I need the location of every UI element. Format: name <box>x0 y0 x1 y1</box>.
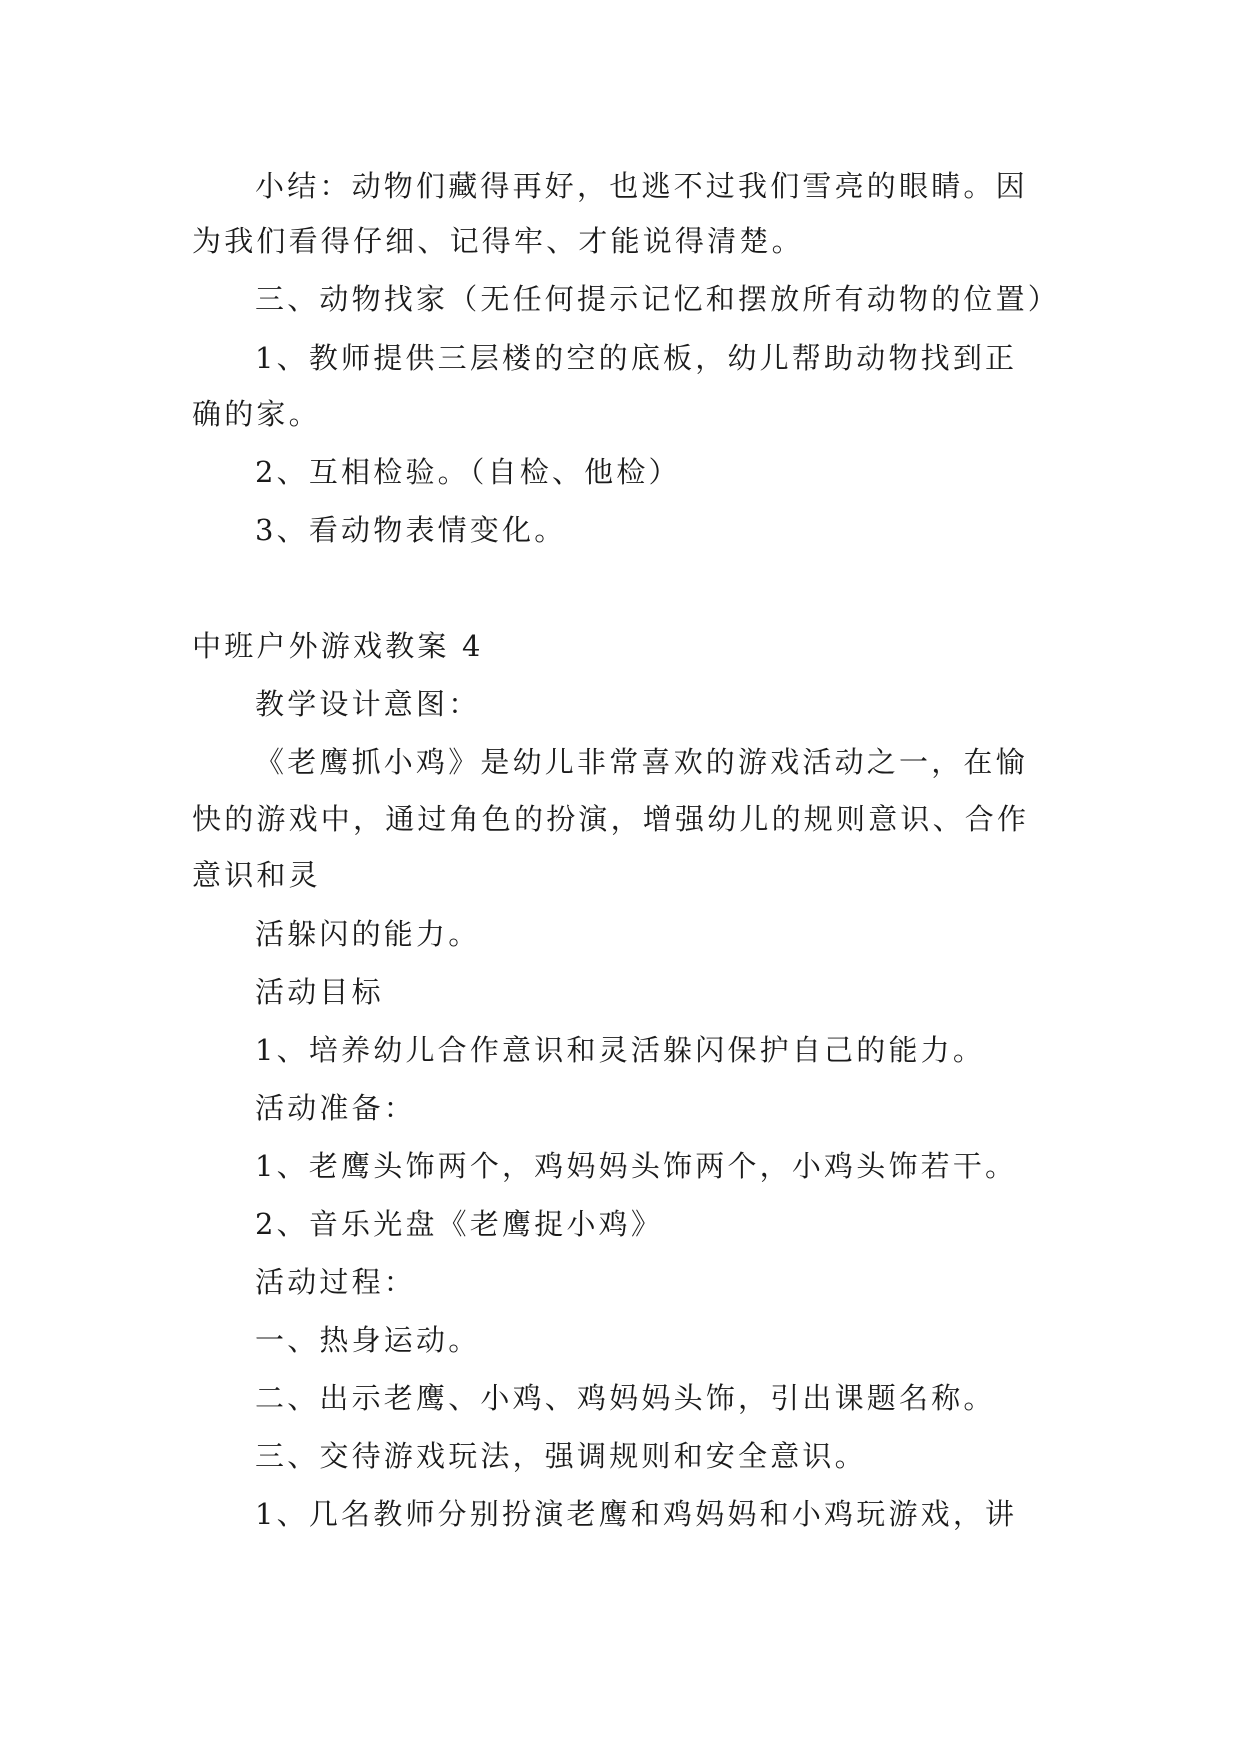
process-item-2: 二、出示老鹰、小鸡、鸡妈妈头饰，引出课题名称。 <box>255 1381 996 1415</box>
step3-title: 三、动物找家（无任何提示记忆和摆放所有动物的位置） <box>255 282 1061 316</box>
process-item-1: 一、热身运动。 <box>255 1323 481 1357</box>
goal-heading: 活动目标 <box>255 975 384 1009</box>
intro-line-3: 意识和灵 <box>192 858 321 892</box>
list-item-1-line-1: 1、教师提供三层楼的空的底板，幼儿帮助动物找到正 <box>255 341 1018 375</box>
prep-heading: 活动准备： <box>255 1091 417 1125</box>
prep-item-2: 2、音乐光盘《老鹰捉小鸡》 <box>255 1207 664 1241</box>
summary-line-1: 小结：动物们藏得再好，也逃不过我们雪亮的眼睛。因 <box>255 169 1028 203</box>
goal-item-1: 1、培养幼儿合作意识和灵活躲闪保护自己的能力。 <box>255 1033 986 1067</box>
section-title: 中班户外游戏教案 4 <box>192 629 484 663</box>
process-item-3: 三、交待游戏玩法，强调规则和安全意识。 <box>255 1439 867 1473</box>
process-item-3-1: 1、几名教师分别扮演老鹰和鸡妈妈和小鸡玩游戏，讲 <box>255 1497 1018 1531</box>
process-heading: 活动过程： <box>255 1265 417 1299</box>
prep-item-1: 1、老鹰头饰两个，鸡妈妈头饰两个，小鸡头饰若干。 <box>255 1149 1018 1183</box>
intro-line-1: 《老鹰抓小鸡》是幼儿非常喜欢的游戏活动之一，在愉 <box>255 745 1028 779</box>
intro-line-2: 快的游戏中，通过角色的扮演，增强幼儿的规则意识、合作 <box>192 802 1030 836</box>
intro-line-4: 活躲闪的能力。 <box>255 917 481 951</box>
design-heading: 教学设计意图： <box>255 687 481 721</box>
list-item-3: 3、看动物表情变化。 <box>255 513 567 547</box>
list-item-1-line-2: 确的家。 <box>192 397 321 431</box>
summary-line-2: 为我们看得仔细、记得牢、才能说得清楚。 <box>192 224 804 258</box>
list-item-2: 2、互相检验。（自检、他检） <box>255 455 681 489</box>
